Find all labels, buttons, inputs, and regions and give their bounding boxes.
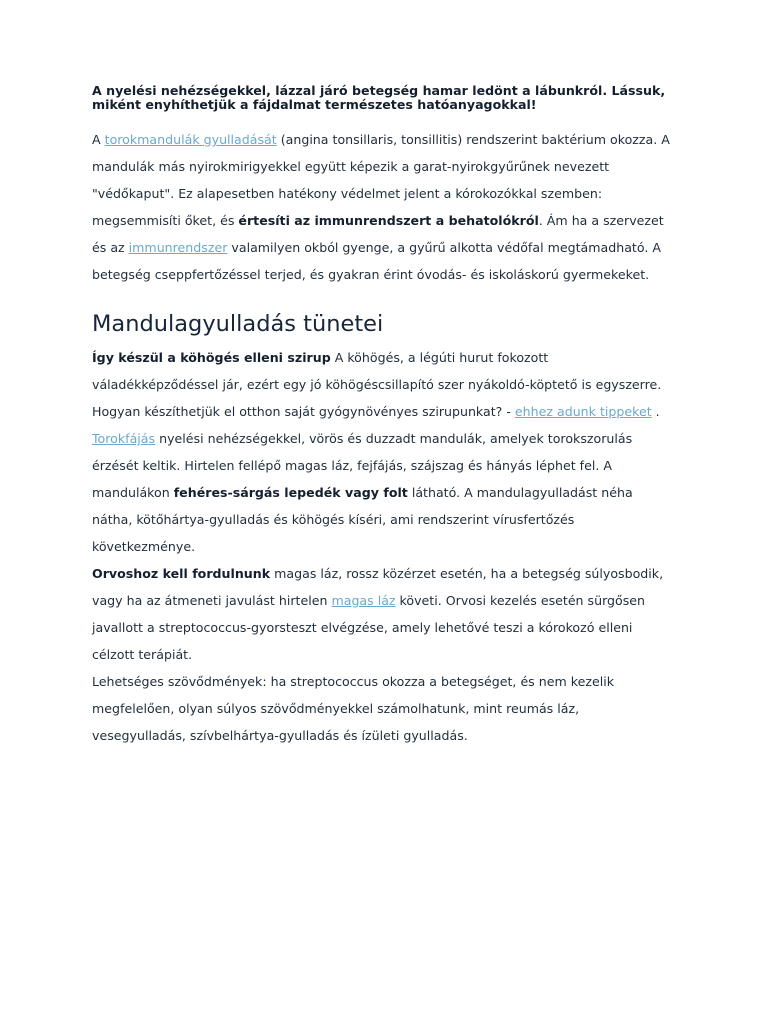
tonsillitis-link[interactable]: torokmandulák gyulladását	[104, 132, 277, 147]
doctor-emphasis: Orvoshoz kell fordulnunk	[92, 566, 271, 581]
section-title: Mandulagyulladás tünetei	[92, 311, 384, 337]
complications-paragraph: Lehetséges szövődmények: ha streptococcus okozza a betegséget, és nem kezelik megfelelően, olyan súlyos szövődményekkel számolhatunk, mint reumás láz, vesegyulladás, szívbelhártya-gyulladás és ízületi gyulladás.	[92, 674, 614, 743]
plaque-emphasis: fehéres-sárgás lepedék vagy folt	[173, 485, 408, 500]
intro-emphasis: értesíti az immunrendszert a behatolókról	[238, 213, 539, 228]
doctor-paragraph: Orvoshoz kell fordulnunk magas láz, rossz közérzet esetén, ha a betegség súlyosbodik, vagy ha az átmeneti javulást hirtelen magas láz követi. Orvosi kezelés esetén sürgősen javallott a streptococcus-gyorsteszt elvégzése, amely lehetővé teszi a kórokozó elleni célzott terápiát.	[92, 566, 664, 662]
syrup-emphasis: Így készül a köhögés elleni szirup	[92, 350, 331, 365]
article-lead: A nyelési nehézségekkel, lázzal járó betegség hamar ledönt a lábunkról. Lássuk, miként enyhíthetjük a fájdalmat természetes hatóanyagokkal!	[92, 83, 666, 112]
high-fever-link[interactable]: magas láz	[331, 593, 396, 608]
sore-throat-link[interactable]: Torokfájás	[92, 431, 156, 446]
symptoms-paragraph: Így készül a köhögés elleni szirup A köhögés, a légúti hurut fokozott váladékképződéssel jár, ezért egy jó köhögéscsillapító szer nyákoldó-köptető is egyszerre. Hogyan készíthetjük el otthon saját gyógynövényes szirupunkat? - ehhez adunk tippeket . Torokfájás nyelési nehézségekkel, vörös és duzzadt mandulák, amelyek torokszorulás érzését keltik. Hirtelen fellépő magas láz, fejfájás, szájszag és hányás léphet fel. A mandulákon fehéres-sárgás lepedék vagy folt látható. A mandulagyulladást néha nátha, kötőhártya-gyulladás és köhögés kíséri, ami rendszerint vírusfertőzés következménye.	[92, 350, 662, 554]
intro-paragraph: A torokmandulák gyulladását (angina tonsillaris, tonsillitis) rendszerint baktérium okozza. A mandulák más nyirokmirigyekkel együtt képezik a garat-nyirokgyűrűnek nevezett "védőkaput". Ez alapesetben hatékony védelmet jelent a kórokozókkal szemben: megsemmisíti őket, és értesíti az immunrendszert a behatolókról. Ám ha a szervezet és az immunrendszer valamilyen okból gyenge, a gyűrű alkotta védőfal megtámadható. A betegség cseppfertőzéssel terjed, és gyakran érint óvodás- és iskoláskorú gyermekeket.	[92, 132, 670, 282]
tips-link[interactable]: ehhez adunk tippeket	[514, 404, 652, 419]
immune-system-link[interactable]: immunrendszer	[128, 240, 228, 255]
article	[92, 84, 672, 749]
